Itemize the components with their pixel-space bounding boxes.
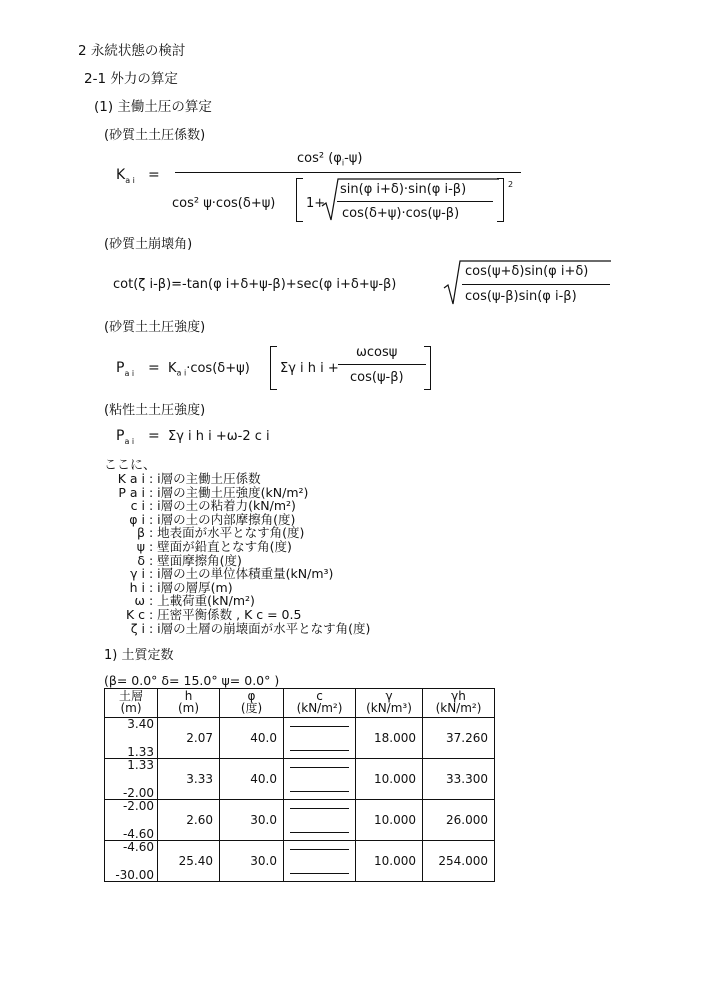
f2-fraction-bar [462, 284, 610, 285]
table-cell: 254.000 [423, 841, 495, 882]
definition-item: P a i : i層の主働土圧強度(kN/m²) [108, 486, 308, 500]
table-cell: 18.000 [356, 718, 423, 759]
definition-symbol: γ i [130, 566, 145, 582]
header-layer: 土層 (m) [105, 689, 158, 718]
definition-symbol: β [137, 525, 145, 541]
f1-square: 2 [508, 180, 514, 189]
f1-lhs: K [116, 167, 126, 183]
section-heading: 2 永続状態の検討 [78, 43, 186, 59]
definition-text: i層の土の内部摩擦角(度) [157, 511, 296, 527]
table-cell: 30.0 [220, 800, 284, 841]
definition-item: K a i : i層の主働土圧係数 [108, 472, 261, 486]
definition-symbol: P a i [118, 484, 145, 500]
caption-angle: (砂質土崩壊角) [104, 237, 193, 252]
definition-text: i層の層厚(m) [157, 579, 233, 595]
table-cell: 1.33 -2.00 [105, 759, 158, 800]
f4-rhs: Σγ i h i +ω-2 c i [168, 429, 270, 444]
definition-item: h i : i層の層厚(m) [108, 581, 233, 595]
table-cell: 40.0 [220, 718, 284, 759]
definition-symbol: ψ [136, 539, 145, 554]
header-c: c (kN/m²) [284, 689, 356, 718]
soil-params: (β= 0.0° δ= 15.0° ψ= 0.0° ) [104, 673, 280, 688]
f1-numerator: cos² $(\varphi_i-\psi)$ [297, 151, 363, 168]
f1-inner-numerator: sin(φ i+δ)·sin(φ i-β) [340, 182, 467, 197]
f3-sum: Σγ i h i + [280, 361, 339, 376]
table-cell [284, 800, 356, 841]
f3-left-bracket [270, 346, 277, 390]
table-row [105, 718, 495, 759]
definition-item: c i : i層の土の粘着力(kN/m²) [108, 499, 296, 513]
f2-numerator: cos(ψ+δ)sin(φ i+δ) [465, 264, 589, 279]
f2-lhs: cot(ζ i-β)=-tan(φ i+δ+ψ-β)+sec(φ i+δ+ψ-β) [113, 277, 397, 292]
table-cell: 25.40 [158, 841, 220, 882]
table-cell: -4.60 -30.00 [105, 841, 158, 882]
table-cell: 10.000 [356, 841, 423, 882]
table-cell: 26.000 [423, 800, 495, 841]
table-cell [284, 841, 356, 882]
table-cell: 40.0 [220, 759, 284, 800]
definition-item: δ : 壁面摩擦角(度) [108, 554, 242, 568]
header-gamma-h: γh (kN/m²) [423, 689, 495, 718]
definition-item: β : 地表面が水平となす角(度) [108, 526, 304, 540]
f3-denominator: cos(ψ-β) [350, 370, 404, 385]
subsection-heading: 2-1 外力の算定 [84, 71, 178, 87]
definition-symbol: δ [137, 552, 145, 568]
f3-eq: = [148, 360, 160, 376]
f2-denominator: cos(ψ-β)sin(φ i-β) [465, 289, 577, 304]
definition-text: i層の土層の崩壊面が水平となす角(度) [157, 620, 371, 636]
definition-text: 地表面が水平となす角(度) [157, 525, 305, 541]
definition-item: γ i : i層の土の単位体積重量(kN/m³) [108, 567, 333, 581]
soil-title: 1) 土質定数 [104, 648, 174, 663]
table-cell: 10.000 [356, 759, 423, 800]
f3-rhs: $K_{a i}\cdot\cos(\delta+\psi)$ [168, 361, 250, 378]
caption-cohesive: (粘性土土圧強度) [104, 403, 206, 418]
definition-text: 圧密平衡係数 , K c = 0.5 [157, 607, 302, 622]
f1-inner-denominator: cos(δ+ψ)·cos(ψ-β) [342, 206, 460, 221]
table-cell: 37.260 [423, 718, 495, 759]
table-cell [284, 759, 356, 800]
definition-item: ζ i : i層の土層の崩壊面が水平となす角(度) [108, 622, 370, 636]
definition-text: i層の主働土圧係数 [157, 471, 261, 486]
f3-right-bracket [424, 346, 431, 390]
table-row [105, 841, 495, 882]
table-cell: -2.00 -4.60 [105, 800, 158, 841]
header-phi: φ (度) [220, 689, 284, 718]
header-gamma: γ (kN/m³) [356, 689, 423, 718]
f1-right-bracket [497, 178, 504, 222]
f1-left-bracket [296, 178, 303, 222]
definition-item: ω : 上載荷重(kN/m²) [108, 594, 255, 608]
f1-inner-bar [337, 201, 493, 202]
f3-numerator: ωcosψ [356, 345, 398, 360]
f1-one-plus: 1+ [306, 196, 326, 211]
header-h: h (m) [158, 689, 220, 718]
definition-text: i層の土の単位体積重量(kN/m³) [157, 566, 334, 582]
definition-text: 上載荷重(kN/m²) [157, 593, 255, 609]
definition-symbol: φ i [129, 511, 145, 527]
table-cell: 2.60 [158, 800, 220, 841]
subsubsection-heading: (1) 主働土圧の算定 [94, 99, 212, 115]
caption-intensity: (砂質土土圧強度) [104, 320, 206, 335]
table-cell: 3.33 [158, 759, 220, 800]
definition-item: ψ : 壁面が鉛直となす角(度) [108, 540, 292, 554]
definition-item: φ i : i層の土の内部摩擦角(度) [108, 513, 295, 527]
f1-eq: = [148, 167, 160, 183]
table-cell: 3.40 1.33 [105, 718, 158, 759]
soil-table-header [105, 689, 495, 718]
table-row [105, 800, 495, 841]
f4-eq: = [148, 428, 160, 444]
definition-item: K c : 圧密平衡係数 , K c = 0.5 [108, 608, 301, 622]
f3-fraction-bar [338, 364, 426, 365]
f1-lhs-sub: a i [125, 175, 135, 185]
table-cell: 2.07 [158, 718, 220, 759]
f1-fraction-bar [175, 172, 521, 173]
f1-denominator: cos² ψ·cos(δ+ψ) [172, 196, 276, 211]
definition-symbol: K c [125, 607, 145, 622]
table-cell: 30.0 [220, 841, 284, 882]
definition-text: 壁面が鉛直となす角(度) [157, 539, 292, 554]
soil-table [104, 688, 495, 882]
definition-symbol: h i [129, 579, 145, 595]
definitions-intro: ここに、 [104, 458, 157, 473]
table-cell: 33.300 [423, 759, 495, 800]
definition-symbol: ω [134, 593, 145, 609]
definition-text: 壁面摩擦角(度) [157, 552, 242, 568]
table-cell: 10.000 [356, 800, 423, 841]
definition-symbol: c i [130, 498, 145, 514]
definition-symbol: ζ i [130, 620, 145, 636]
definition-text: i層の主働土圧強度(kN/m²) [157, 484, 309, 500]
definition-symbol: K a i [117, 471, 145, 486]
table-row [105, 759, 495, 800]
definition-text: i層の土の粘着力(kN/m²) [157, 498, 296, 514]
caption-coefficient: (砂質土土圧係数) [104, 128, 206, 143]
table-cell [284, 718, 356, 759]
